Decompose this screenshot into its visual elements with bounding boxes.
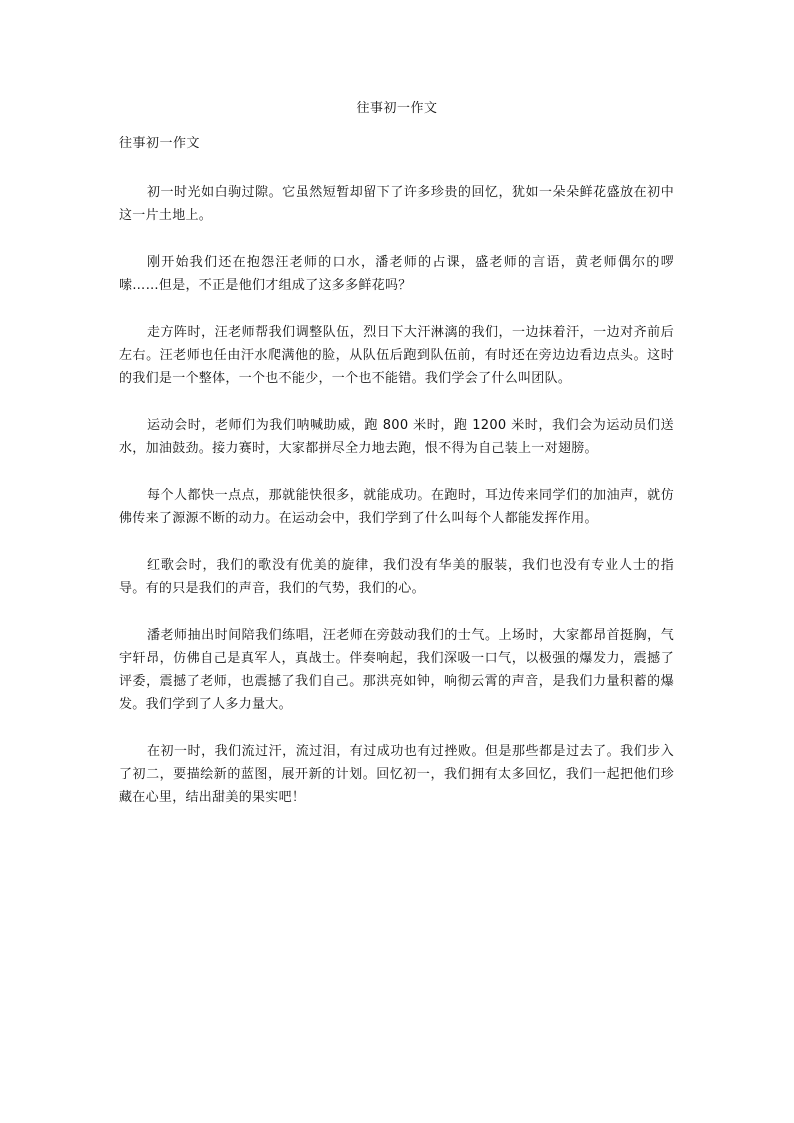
document-subtitle: 往事初一作文: [119, 136, 201, 151]
paragraph-5: 每个人都快一点点，那就能快很多，就能成功。在跑时，耳边传来同学们的加油声，就仿佛传来了源源不断的动力。在运动会中，我们学到了什么叫每个人都能发挥作用。: [119, 488, 674, 526]
paragraph-8: 在初一时，我们流过汗，流过泪，有过成功也有过挫败。但是那些都是过去了。我们步入了初二，要描绘新的蓝图，展开新的计划。回忆初一，我们拥有太多回忆，我们一起把他们珍藏在心里，结出甜美的果实吧！: [119, 744, 674, 805]
document-body: [119, 181, 674, 833]
paragraph-6: 红歌会时，我们的歌没有优美的旋律，我们没有华美的服装，我们也没有专业人士的指导。有的只是我们的声音，我们的气势，我们的心。: [119, 558, 674, 596]
paragraph-2: 刚开始我们还在抱怨汪老师的口水，潘老师的占课，盛老师的言语，黄老师偶尔的啰嗦……但是，不正是他们才组成了这多多鲜花吗？: [119, 255, 674, 293]
paragraph-7: 潘老师抽出时间陪我们练唱，汪老师在旁鼓动我们的士气。上场时，大家都昂首挺胸，气宇轩昂，仿佛自己是真军人，真战士。伴奏响起，我们深吸一口气，以极强的爆发力，震撼了评委，震撼了老师，也震撼了我们自己。那洪亮如钟，响彻云霄的声音，是我们力量积蓄的爆发。我们学到了人多力量大。: [119, 628, 674, 712]
document-title: 往事初一作文: [356, 101, 438, 116]
paragraph-3: 走方阵时，汪老师帮我们调整队伍，烈日下大汗淋漓的我们，一边抹着汗，一边对齐前后左右。汪老师也任由汗水爬满他的脸，从队伍后跑到队伍前，有时还在旁边边看边点头。这时的我们是一个整体，一个也不能少，一个也不能错。我们学会了什么叫团队。: [119, 325, 674, 386]
paragraph-1: 初一时光如白驹过隙。它虽然短暂却留下了许多珍贵的回忆，犹如一朵朵鲜花盛放在初中这一片土地上。: [119, 185, 674, 223]
paragraph-4: 运动会时，老师们为我们呐喊助威，跑 800 米时，跑 1200 米时，我们会为运动员们送水，加油鼓劲。接力赛时，大家都拼尽全力地去跑，恨不得为自己装上一对翅膀。: [119, 418, 674, 456]
